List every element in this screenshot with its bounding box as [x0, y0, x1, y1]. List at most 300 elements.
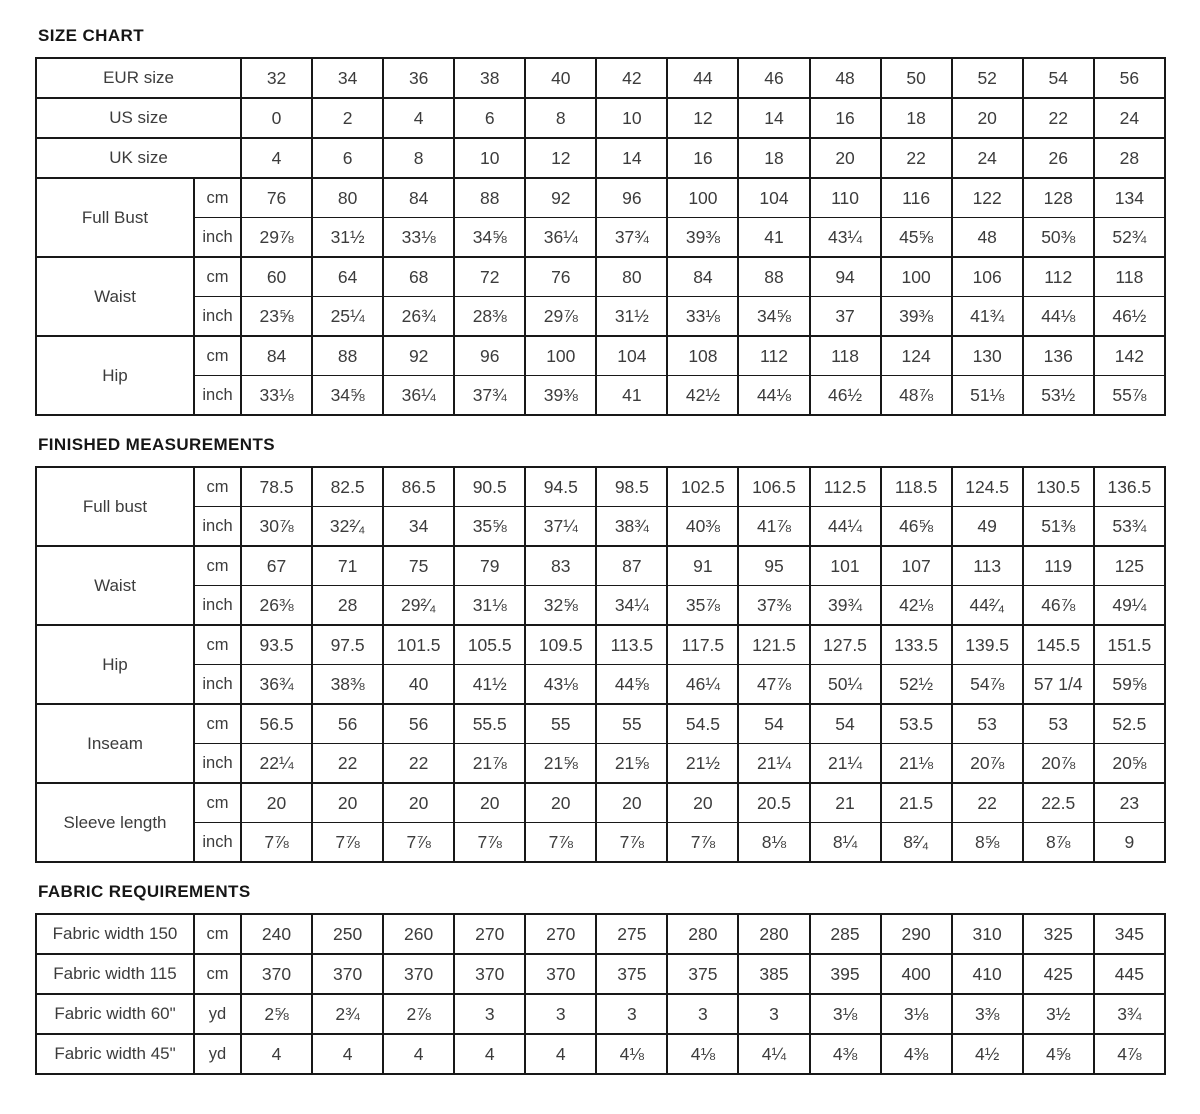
value-cell: 71	[312, 546, 383, 586]
value-cell: 53¾	[1094, 507, 1165, 547]
unit-label: cm	[194, 704, 241, 744]
value-cell: 40	[525, 58, 596, 98]
value-cell: 68	[383, 257, 454, 297]
value-cell: 270	[525, 914, 596, 954]
value-cell: 82.5	[312, 467, 383, 507]
value-cell: 113	[952, 546, 1023, 586]
section-finished-measurements	[35, 435, 1200, 863]
value-cell: 93.5	[241, 625, 312, 665]
table-row	[36, 823, 1165, 863]
value-cell: 7⅞	[667, 823, 738, 863]
value-cell: 10	[454, 138, 525, 178]
value-cell: 14	[738, 98, 809, 138]
value-cell: 136	[1023, 336, 1094, 376]
value-cell: 124.5	[952, 467, 1023, 507]
row-label: Inseam	[36, 704, 194, 783]
value-cell: 38	[454, 58, 525, 98]
row-label: Sleeve length	[36, 783, 194, 862]
table-row	[36, 467, 1165, 507]
value-cell: 50¼	[810, 665, 881, 705]
value-cell: 104	[738, 178, 809, 218]
value-cell: 8	[525, 98, 596, 138]
row-label: Hip	[36, 336, 194, 415]
value-cell: 142	[1094, 336, 1165, 376]
value-cell: 37¼	[525, 507, 596, 547]
value-cell: 145.5	[1023, 625, 1094, 665]
value-cell: 118	[1094, 257, 1165, 297]
value-cell: 48⅞	[881, 376, 952, 416]
value-cell: 139.5	[952, 625, 1023, 665]
value-cell: 26¾	[383, 297, 454, 337]
value-cell: 37¾	[596, 218, 667, 258]
value-cell: 4	[383, 98, 454, 138]
value-cell: 8⅛	[738, 823, 809, 863]
value-cell: 370	[241, 954, 312, 994]
value-cell: 445	[1094, 954, 1165, 994]
value-cell: 22.5	[1023, 783, 1094, 823]
value-cell: 20	[383, 783, 454, 823]
value-cell: 45⅝	[881, 218, 952, 258]
value-cell: 20	[525, 783, 596, 823]
value-cell: 21⅝	[596, 744, 667, 784]
value-cell: 6	[312, 138, 383, 178]
value-cell: 250	[312, 914, 383, 954]
value-cell: 2	[312, 98, 383, 138]
value-cell: 12	[667, 98, 738, 138]
value-cell: 52	[952, 58, 1023, 98]
value-cell: 56	[383, 704, 454, 744]
value-cell: 37⅜	[738, 586, 809, 626]
row-label: Fabric width 150	[36, 914, 194, 954]
value-cell: 7⅞	[312, 823, 383, 863]
value-cell: 44⅛	[738, 376, 809, 416]
value-cell: 21¼	[810, 744, 881, 784]
value-cell: 33⅛	[667, 297, 738, 337]
value-cell: 46⅝	[881, 507, 952, 547]
value-cell: 4⅞	[1094, 1034, 1165, 1074]
value-cell: 53	[1023, 704, 1094, 744]
value-cell: 7⅞	[383, 823, 454, 863]
value-cell: 260	[383, 914, 454, 954]
value-cell: 50	[881, 58, 952, 98]
table-row	[36, 586, 1165, 626]
value-cell: 4	[454, 1034, 525, 1074]
table-row	[36, 376, 1165, 416]
value-cell: 101.5	[383, 625, 454, 665]
fabric-requirements-title: FABRIC REQUIREMENTS	[38, 882, 251, 901]
value-cell: 3⅛	[881, 994, 952, 1034]
value-cell: 84	[241, 336, 312, 376]
row-label: UK size	[36, 138, 241, 178]
table-row	[36, 665, 1165, 705]
unit-label: cm	[194, 914, 241, 954]
value-cell: 23	[1094, 783, 1165, 823]
value-cell: 33⅛	[383, 218, 454, 258]
value-cell: 375	[596, 954, 667, 994]
value-cell: 4⅝	[1023, 1034, 1094, 1074]
value-cell: 125	[1094, 546, 1165, 586]
value-cell: 100	[881, 257, 952, 297]
table-row	[36, 744, 1165, 784]
value-cell: 22	[312, 744, 383, 784]
value-cell: 44⅝	[596, 665, 667, 705]
value-cell: 3½	[1023, 994, 1094, 1034]
value-cell: 20	[454, 783, 525, 823]
value-cell: 79	[454, 546, 525, 586]
value-cell: 46½	[810, 376, 881, 416]
value-cell: 48	[810, 58, 881, 98]
value-cell: 112	[1023, 257, 1094, 297]
value-cell: 2⅝	[241, 994, 312, 1034]
value-cell: 57 1/4	[1023, 665, 1094, 705]
value-cell: 78.5	[241, 467, 312, 507]
unit-label: inch	[194, 665, 241, 705]
value-cell: 3	[454, 994, 525, 1034]
value-cell: 36¾	[241, 665, 312, 705]
value-cell: 22	[952, 783, 1023, 823]
value-cell: 21½	[667, 744, 738, 784]
value-cell: 33⅛	[241, 376, 312, 416]
unit-label: cm	[194, 954, 241, 994]
value-cell: 55	[525, 704, 596, 744]
value-cell: 51⅜	[1023, 507, 1094, 547]
value-cell: 34⅝	[312, 376, 383, 416]
value-cell: 40⅜	[667, 507, 738, 547]
table-row	[36, 98, 1165, 138]
section-size-chart	[35, 26, 1200, 416]
value-cell: 34⅝	[454, 218, 525, 258]
value-cell: 38⅜	[312, 665, 383, 705]
value-cell: 117.5	[667, 625, 738, 665]
value-cell: 34⅝	[738, 297, 809, 337]
value-cell: 46	[738, 58, 809, 98]
table-row	[36, 783, 1165, 823]
value-cell: 30⅞	[241, 507, 312, 547]
size-chart-table	[35, 57, 1166, 416]
value-cell: 41⅞	[738, 507, 809, 547]
value-cell: 25¼	[312, 297, 383, 337]
value-cell: 4	[383, 1034, 454, 1074]
unit-label: inch	[194, 507, 241, 547]
value-cell: 112	[738, 336, 809, 376]
value-cell: 49¼	[1094, 586, 1165, 626]
value-cell: 107	[881, 546, 952, 586]
value-cell: 100	[525, 336, 596, 376]
value-cell: 32²⁄₄	[312, 507, 383, 547]
value-cell: 20	[241, 783, 312, 823]
value-cell: 102.5	[667, 467, 738, 507]
value-cell: 4	[241, 1034, 312, 1074]
value-cell: 59⅝	[1094, 665, 1165, 705]
unit-label: cm	[194, 257, 241, 297]
value-cell: 90.5	[454, 467, 525, 507]
value-cell: 35⅞	[667, 586, 738, 626]
value-cell: 0	[241, 98, 312, 138]
value-cell: 42⅛	[881, 586, 952, 626]
value-cell: 3⅛	[810, 994, 881, 1034]
table-row	[36, 704, 1165, 744]
value-cell: 127.5	[810, 625, 881, 665]
value-cell: 113.5	[596, 625, 667, 665]
row-label: Full Bust	[36, 178, 194, 257]
value-cell: 98.5	[596, 467, 667, 507]
value-cell: 41½	[454, 665, 525, 705]
value-cell: 370	[383, 954, 454, 994]
value-cell: 39⅜	[525, 376, 596, 416]
value-cell: 38¾	[596, 507, 667, 547]
value-cell: 54	[810, 704, 881, 744]
value-cell: 4	[241, 138, 312, 178]
value-cell: 4¼	[738, 1034, 809, 1074]
value-cell: 370	[312, 954, 383, 994]
table-row	[36, 994, 1165, 1034]
value-cell: 92	[383, 336, 454, 376]
value-cell: 280	[667, 914, 738, 954]
value-cell: 94	[810, 257, 881, 297]
value-cell: 10	[596, 98, 667, 138]
value-cell: 375	[667, 954, 738, 994]
value-cell: 43¼	[810, 218, 881, 258]
value-cell: 40	[383, 665, 454, 705]
value-cell: 28	[1094, 138, 1165, 178]
value-cell: 106.5	[738, 467, 809, 507]
value-cell: 36¼	[525, 218, 596, 258]
value-cell: 36¼	[383, 376, 454, 416]
value-cell: 20	[596, 783, 667, 823]
value-cell: 7⅞	[525, 823, 596, 863]
value-cell: 41	[738, 218, 809, 258]
value-cell: 3⅜	[952, 994, 1023, 1034]
value-cell: 31½	[596, 297, 667, 337]
value-cell: 9	[1094, 823, 1165, 863]
value-cell: 72	[454, 257, 525, 297]
value-cell: 134	[1094, 178, 1165, 218]
table-row	[36, 218, 1165, 258]
value-cell: 87	[596, 546, 667, 586]
unit-label: yd	[194, 994, 241, 1034]
value-cell: 119	[1023, 546, 1094, 586]
value-cell: 67	[241, 546, 312, 586]
value-cell: 21	[810, 783, 881, 823]
value-cell: 31½	[312, 218, 383, 258]
value-cell: 37¾	[454, 376, 525, 416]
value-cell: 42	[596, 58, 667, 98]
value-cell: 4⅛	[596, 1034, 667, 1074]
value-cell: 88	[738, 257, 809, 297]
value-cell: 54.5	[667, 704, 738, 744]
unit-label: inch	[194, 218, 241, 258]
value-cell: 96	[454, 336, 525, 376]
table-row	[36, 336, 1165, 376]
value-cell: 7⅞	[454, 823, 525, 863]
value-cell: 88	[454, 178, 525, 218]
value-cell: 101	[810, 546, 881, 586]
value-cell: 43⅛	[525, 665, 596, 705]
value-cell: 151.5	[1094, 625, 1165, 665]
value-cell: 56	[312, 704, 383, 744]
value-cell: 280	[738, 914, 809, 954]
value-cell: 21⅝	[525, 744, 596, 784]
value-cell: 92	[525, 178, 596, 218]
value-cell: 4½	[952, 1034, 1023, 1074]
value-cell: 20	[667, 783, 738, 823]
value-cell: 95	[738, 546, 809, 586]
table-row	[36, 954, 1165, 994]
value-cell: 86.5	[383, 467, 454, 507]
unit-label: inch	[194, 297, 241, 337]
unit-label: cm	[194, 546, 241, 586]
row-label: Waist	[36, 546, 194, 625]
row-label: Waist	[36, 257, 194, 336]
value-cell: 7⅞	[241, 823, 312, 863]
value-cell: 425	[1023, 954, 1094, 994]
row-label: US size	[36, 98, 241, 138]
value-cell: 53	[952, 704, 1023, 744]
value-cell: 21¼	[738, 744, 809, 784]
value-cell: 50⅜	[1023, 218, 1094, 258]
value-cell: 410	[952, 954, 1023, 994]
value-cell: 21⅛	[881, 744, 952, 784]
value-cell: 8²⁄₄	[881, 823, 952, 863]
value-cell: 28	[312, 586, 383, 626]
value-cell: 64	[312, 257, 383, 297]
value-cell: 133.5	[881, 625, 952, 665]
value-cell: 3	[738, 994, 809, 1034]
value-cell: 26	[1023, 138, 1094, 178]
value-cell: 48	[952, 218, 1023, 258]
value-cell: 7⅞	[596, 823, 667, 863]
value-cell: 21⅞	[454, 744, 525, 784]
value-cell: 52.5	[1094, 704, 1165, 744]
row-label: Fabric width 45"	[36, 1034, 194, 1074]
value-cell: 21.5	[881, 783, 952, 823]
table-row	[36, 178, 1165, 218]
value-cell: 54	[738, 704, 809, 744]
value-cell: 104	[596, 336, 667, 376]
value-cell: 24	[1094, 98, 1165, 138]
value-cell: 75	[383, 546, 454, 586]
value-cell: 54⅞	[952, 665, 1023, 705]
value-cell: 44⅛	[1023, 297, 1094, 337]
value-cell: 8⅝	[952, 823, 1023, 863]
value-cell: 20	[810, 138, 881, 178]
value-cell: 56.5	[241, 704, 312, 744]
value-cell: 41¾	[952, 297, 1023, 337]
table-row	[36, 58, 1165, 98]
value-cell: 97.5	[312, 625, 383, 665]
value-cell: 94.5	[525, 467, 596, 507]
value-cell: 84	[667, 257, 738, 297]
value-cell: 109.5	[525, 625, 596, 665]
value-cell: 6	[454, 98, 525, 138]
value-cell: 18	[738, 138, 809, 178]
value-cell: 290	[881, 914, 952, 954]
value-cell: 325	[1023, 914, 1094, 954]
value-cell: 26⅜	[241, 586, 312, 626]
value-cell: 8⅞	[1023, 823, 1094, 863]
value-cell: 130.5	[1023, 467, 1094, 507]
value-cell: 31⅛	[454, 586, 525, 626]
value-cell: 4	[525, 1034, 596, 1074]
value-cell: 53.5	[881, 704, 952, 744]
value-cell: 29⅞	[241, 218, 312, 258]
value-cell: 34¼	[596, 586, 667, 626]
value-cell: 44²⁄₄	[952, 586, 1023, 626]
value-cell: 23⅝	[241, 297, 312, 337]
value-cell: 54	[1023, 58, 1094, 98]
row-label: Fabric width 60"	[36, 994, 194, 1034]
value-cell: 110	[810, 178, 881, 218]
value-cell: 88	[312, 336, 383, 376]
value-cell: 310	[952, 914, 1023, 954]
value-cell: 34	[312, 58, 383, 98]
value-cell: 55.5	[454, 704, 525, 744]
value-cell: 22	[1023, 98, 1094, 138]
size-chart-title: SIZE CHART	[38, 26, 144, 45]
value-cell: 44¼	[810, 507, 881, 547]
value-cell: 60	[241, 257, 312, 297]
value-cell: 370	[454, 954, 525, 994]
value-cell: 37	[810, 297, 881, 337]
unit-label: cm	[194, 336, 241, 376]
value-cell: 41	[596, 376, 667, 416]
value-cell: 116	[881, 178, 952, 218]
value-cell: 35⅝	[454, 507, 525, 547]
value-cell: 84	[383, 178, 454, 218]
value-cell: 18	[881, 98, 952, 138]
value-cell: 76	[241, 178, 312, 218]
value-cell: 80	[312, 178, 383, 218]
value-cell: 20.5	[738, 783, 809, 823]
unit-label: cm	[194, 178, 241, 218]
fabric-requirements-table	[35, 913, 1166, 1075]
table-row	[36, 297, 1165, 337]
value-cell: 4⅛	[667, 1034, 738, 1074]
value-cell: 4⅜	[881, 1034, 952, 1074]
row-label: EUR size	[36, 58, 241, 98]
value-cell: 42½	[667, 376, 738, 416]
value-cell: 285	[810, 914, 881, 954]
value-cell: 39¾	[810, 586, 881, 626]
value-cell: 108	[667, 336, 738, 376]
unit-label: yd	[194, 1034, 241, 1074]
value-cell: 46½	[1094, 297, 1165, 337]
finished-measurements-table	[35, 466, 1166, 863]
value-cell: 3	[596, 994, 667, 1034]
unit-label: inch	[194, 376, 241, 416]
value-cell: 52¾	[1094, 218, 1165, 258]
row-label: Full bust	[36, 467, 194, 546]
value-cell: 47⅞	[738, 665, 809, 705]
finished-measurements-title: FINISHED MEASUREMENTS	[38, 435, 275, 454]
value-cell: 14	[596, 138, 667, 178]
value-cell: 2⅞	[383, 994, 454, 1034]
value-cell: 56	[1094, 58, 1165, 98]
unit-label: inch	[194, 823, 241, 863]
unit-label: inch	[194, 586, 241, 626]
value-cell: 36	[383, 58, 454, 98]
value-cell: 49	[952, 507, 1023, 547]
value-cell: 20	[312, 783, 383, 823]
value-cell: 80	[596, 257, 667, 297]
value-cell: 55	[596, 704, 667, 744]
value-cell: 105.5	[454, 625, 525, 665]
value-cell: 76	[525, 257, 596, 297]
value-cell: 3¾	[1094, 994, 1165, 1034]
value-cell: 16	[667, 138, 738, 178]
unit-label: cm	[194, 467, 241, 507]
value-cell: 20⅝	[1094, 744, 1165, 784]
